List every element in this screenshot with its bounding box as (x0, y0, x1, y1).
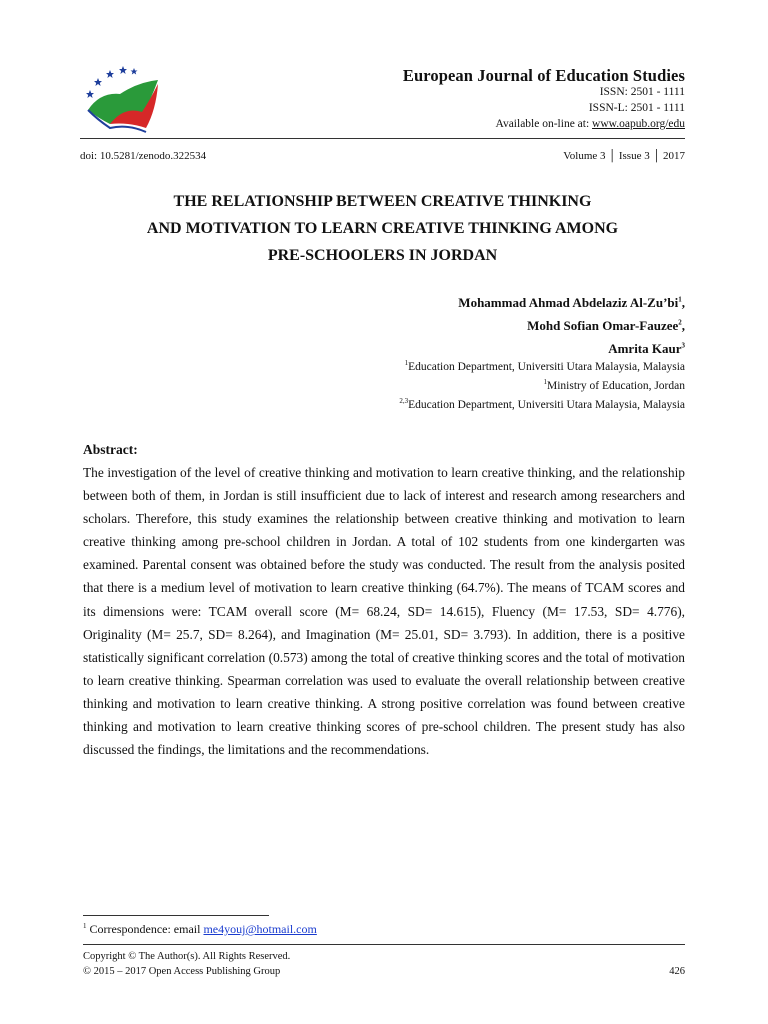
availability-line (496, 118, 686, 130)
abstract-heading: Abstract: (83, 442, 138, 457)
abstract-body: The investigation of the level of creative thinking and motivation to learn creative thinking, and the relationship between both of them, in Jordan is still insufficient due to lack of interest and research among researchers and scholars. Therefore, this study examines the relationship between creative thinking and motivation to learn creative thinking among pre-school children in Jordan. A total of 102 students from one kindergarten was examined. Parental consent was obtained before the study was conducted. The result from the analysis posited that there is a medium level of motivation to learn creative thinking (64.7%). The means of TCAM scores and its dimensions were: TCAM overall score (M= 68.24, SD= 14.615), Fluency (M= 17.53, SD= 4.776), Originality (M= 25.7, SD= 8.264), and Imagination (M= 25.01, SD= 3.793). In addition, there is a positive statistically significant correlation (0.573) among the total of creative thinking scores and the total of motivation to learn creative thinking. Spearman correlation was used to evaluate the overall relationship between creative thinking and motivation to learn creative thinking. A strong positive correlation was found between creative thinking and motivation to learn creative thinking scores of pre-school children. The present study has also discussed the findings, the limitations and the recommendations. (83, 465, 685, 758)
paper-title (80, 188, 685, 269)
availability-prefix: Available on-line at: (495, 118, 593, 130)
issn-l: ISSN-L: 2501 - 1111 (588, 102, 685, 114)
affiliation-3: $^{2,3}$Education Department, Universiti Utara Malaysia, Malaysia (399, 397, 685, 411)
footer-divider (83, 944, 685, 945)
title-line-2: AND MOTIVATION TO LEARN CREATIVE THINKING AMONG (146, 220, 619, 237)
copyright-line-1: Copyright © The Author(s). All Rights Reserved. (83, 951, 291, 962)
issn: ISSN: 2501 - 1111 (599, 86, 685, 98)
page-number: 426 (669, 966, 685, 977)
doi: doi: 10.5281/zenodo.322534 (80, 150, 207, 162)
correspondence-footnote: $^1$ Correspondence: email me4youj@hotmail.com (83, 922, 317, 936)
journal-title: European Journal of Education Studies (402, 66, 685, 85)
footnote-divider (83, 915, 269, 916)
author-2: Mohd Sofian Omar-Fauzee$^2$, (527, 318, 685, 333)
journal-url-link[interactable]: www.oapub.org/edu (592, 118, 685, 130)
doi-row (80, 150, 685, 162)
copyright-line-2: © 2015 – 2017 Open Access Publishing Group (83, 966, 281, 977)
title-line-1: THE RELATIONSHIP BETWEEN CREATIVE THINKING (173, 193, 592, 210)
author-3: Amrita Kaur$^3$ (608, 341, 685, 356)
email-link[interactable]: me4youj@hotmail.com (203, 922, 317, 936)
author-1: Mohammad Ahmad Abdelaziz $Al-Zu’bi^1$, (458, 295, 685, 310)
affiliation-2: $^1$Ministry of Education, Jordan (543, 378, 685, 392)
title-line-3: PRE-SCHOOLERS IN JORDAN (267, 247, 498, 264)
header-divider (80, 138, 685, 139)
journal-logo (80, 62, 160, 142)
volume-info: Volume 3 │ Issue 3 │ 2017 (563, 150, 685, 162)
affiliation-1: $^1$Education Department, Universiti Utara Malaysia, Malaysia (404, 359, 685, 373)
